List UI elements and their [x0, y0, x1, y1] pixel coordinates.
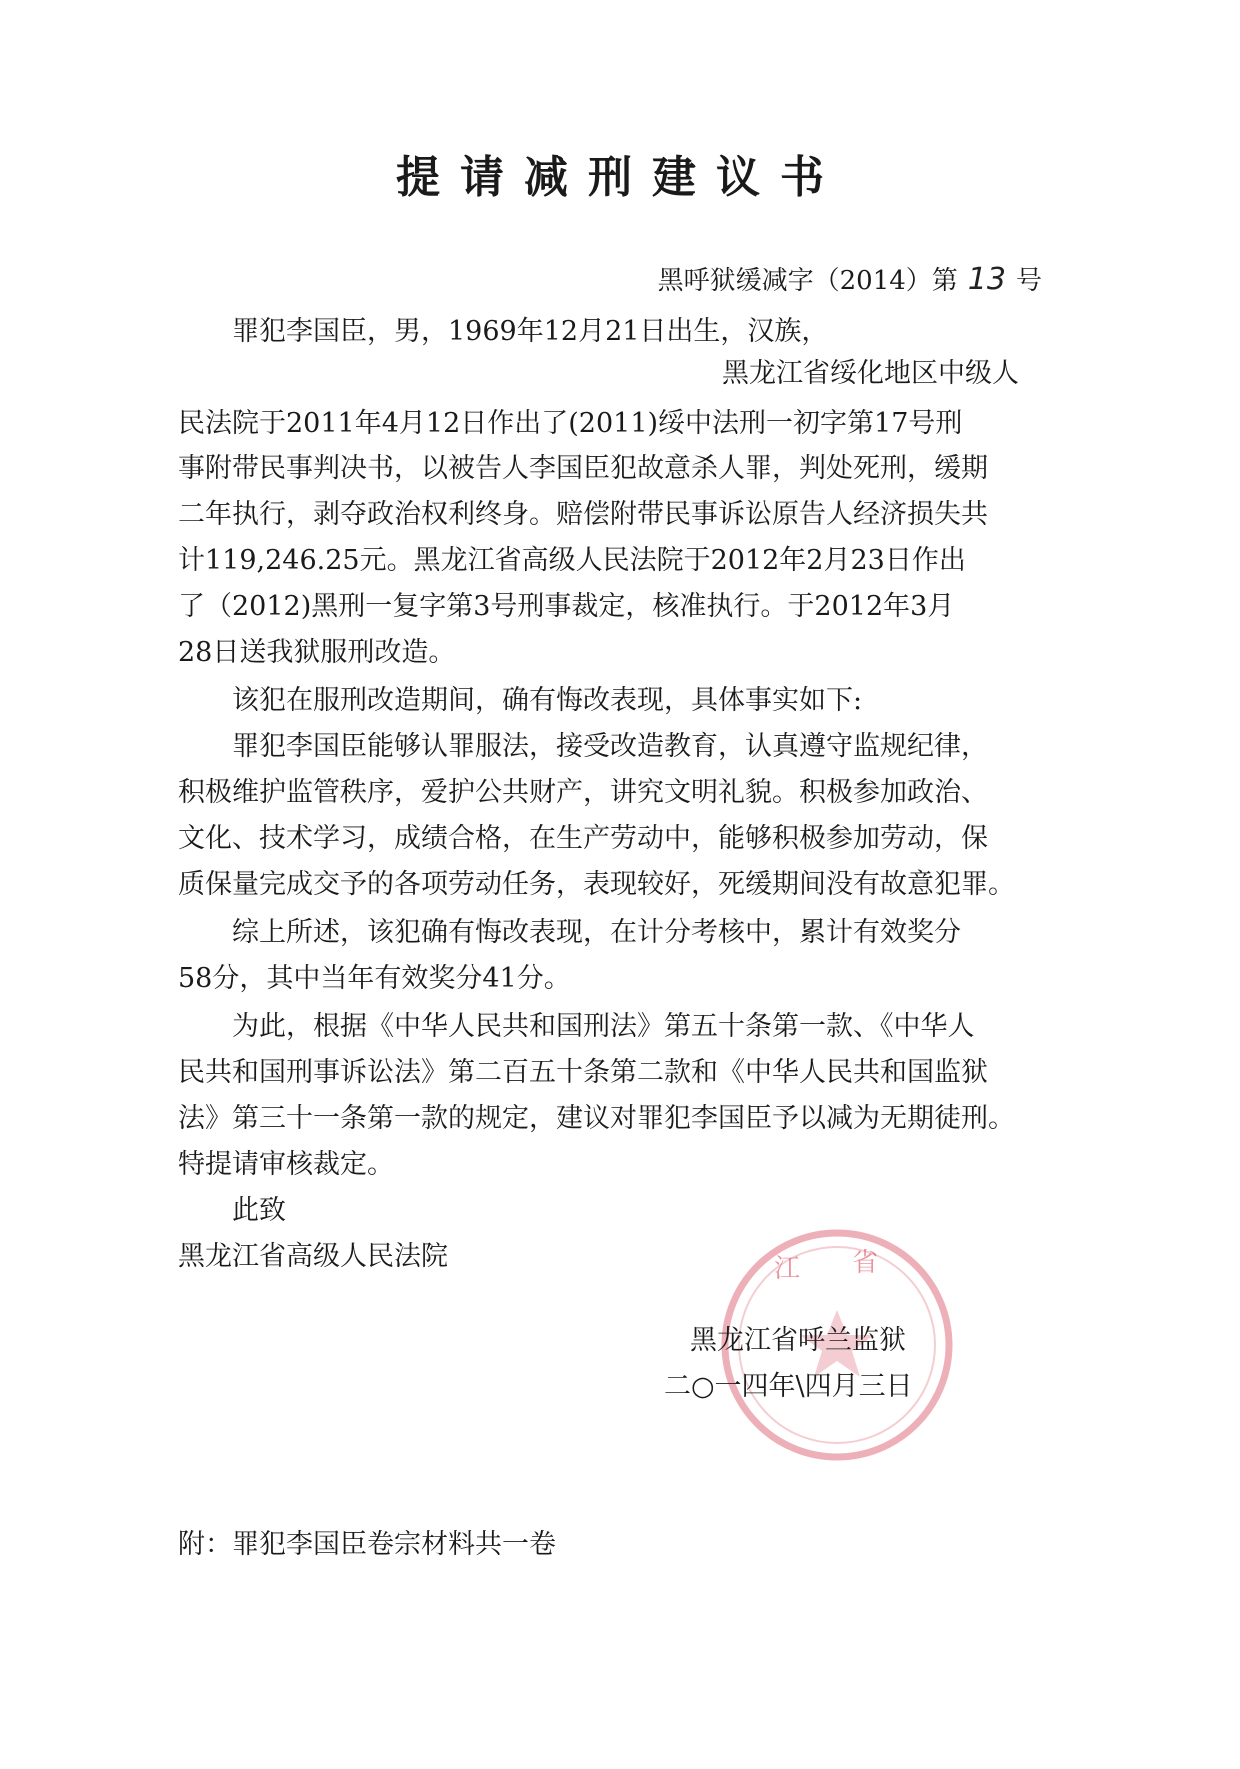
body-line: 了（2012)黑刑一复字第3号刑事裁定，核准执行。于2012年3月 — [178, 591, 955, 622]
body-line: 事附带民事判决书，以被告人李国臣犯故意杀人罪，判处死刑，缓期 — [178, 453, 988, 484]
redaction-block — [178, 352, 716, 396]
body-line: 为此，根据《中华人民共和国刑法》第五十条第一款、《中华人 — [232, 1011, 975, 1042]
body-line: 罪犯李国臣，男，1969年12月21日出生，汉族， — [232, 316, 829, 347]
body-line: 民法院于2011年4月12日作出了(2011)绥中法刑一初字第17号刑 — [178, 408, 963, 439]
document-number — [658, 262, 1042, 299]
body-line: 28日送我狱服刑改造。 — [178, 637, 456, 668]
recipient: 黑龙江省高级人民法院 — [178, 1241, 448, 1272]
body-line: 计119,246.25元。黑龙江省高级人民法院于2012年2月23日作出 — [178, 545, 966, 576]
body-line: 文化、技术学习，成绩合格，在生产劳动中，能够积极参加劳动，保 — [178, 823, 988, 854]
body-line: 二年执行，剥夺政治权利终身。赔偿附带民事诉讼原告人经济损失共 — [178, 499, 988, 530]
seal-text: 省 — [852, 1248, 879, 1278]
body-line: 58分，其中当年有效奖分41分。 — [178, 963, 571, 994]
body-line: 法》第三十一条第一款的规定，建议对罪犯李国臣予以减为无期徒刑。 — [178, 1103, 1015, 1134]
body-line: 黑龙江省绥化地区中级人 — [722, 358, 1019, 389]
salutation: 此致 — [232, 1195, 286, 1226]
body-line: 特提请审核裁定。 — [178, 1149, 394, 1180]
body-line: 民共和国刑事诉讼法》第二百五十条第二款和《中华人民共和国监狱 — [178, 1057, 988, 1088]
document-title: 提请减刑建议书 — [396, 152, 844, 203]
signature-date: 二○一四年\四月三日 — [664, 1371, 913, 1402]
body-line: 该犯在服刑改造期间，确有悔改表现，具体事实如下: — [232, 685, 863, 716]
body-line: 积极维护监管秩序，爱护公共财产，讲究文明礼貌。积极参加政治、 — [178, 777, 988, 808]
signature-org: 黑龙江省呼兰监狱 — [690, 1325, 906, 1356]
document-number-suffix: 号 — [1015, 266, 1042, 296]
document-number-handwritten: 13 — [967, 262, 1006, 297]
body-line: 罪犯李国臣能够认罪服法，接受改造教育，认真遵守监规纪律， — [232, 731, 988, 762]
body-line: 质保量完成交予的各项劳动任务，表现较好，死缓期间没有故意犯罪。 — [178, 869, 1015, 900]
body-line: 综上所述，该犯确有悔改表现，在计分考核中，累计有效奖分 — [232, 917, 961, 948]
seal-text: 江 — [774, 1254, 801, 1284]
redaction-block — [888, 308, 1066, 352]
attachment-note: 附：罪犯李国臣卷宗材料共一卷 — [178, 1529, 556, 1560]
document-number-prefix: 黑呼狱缓减字（2014）第 — [657, 266, 958, 296]
